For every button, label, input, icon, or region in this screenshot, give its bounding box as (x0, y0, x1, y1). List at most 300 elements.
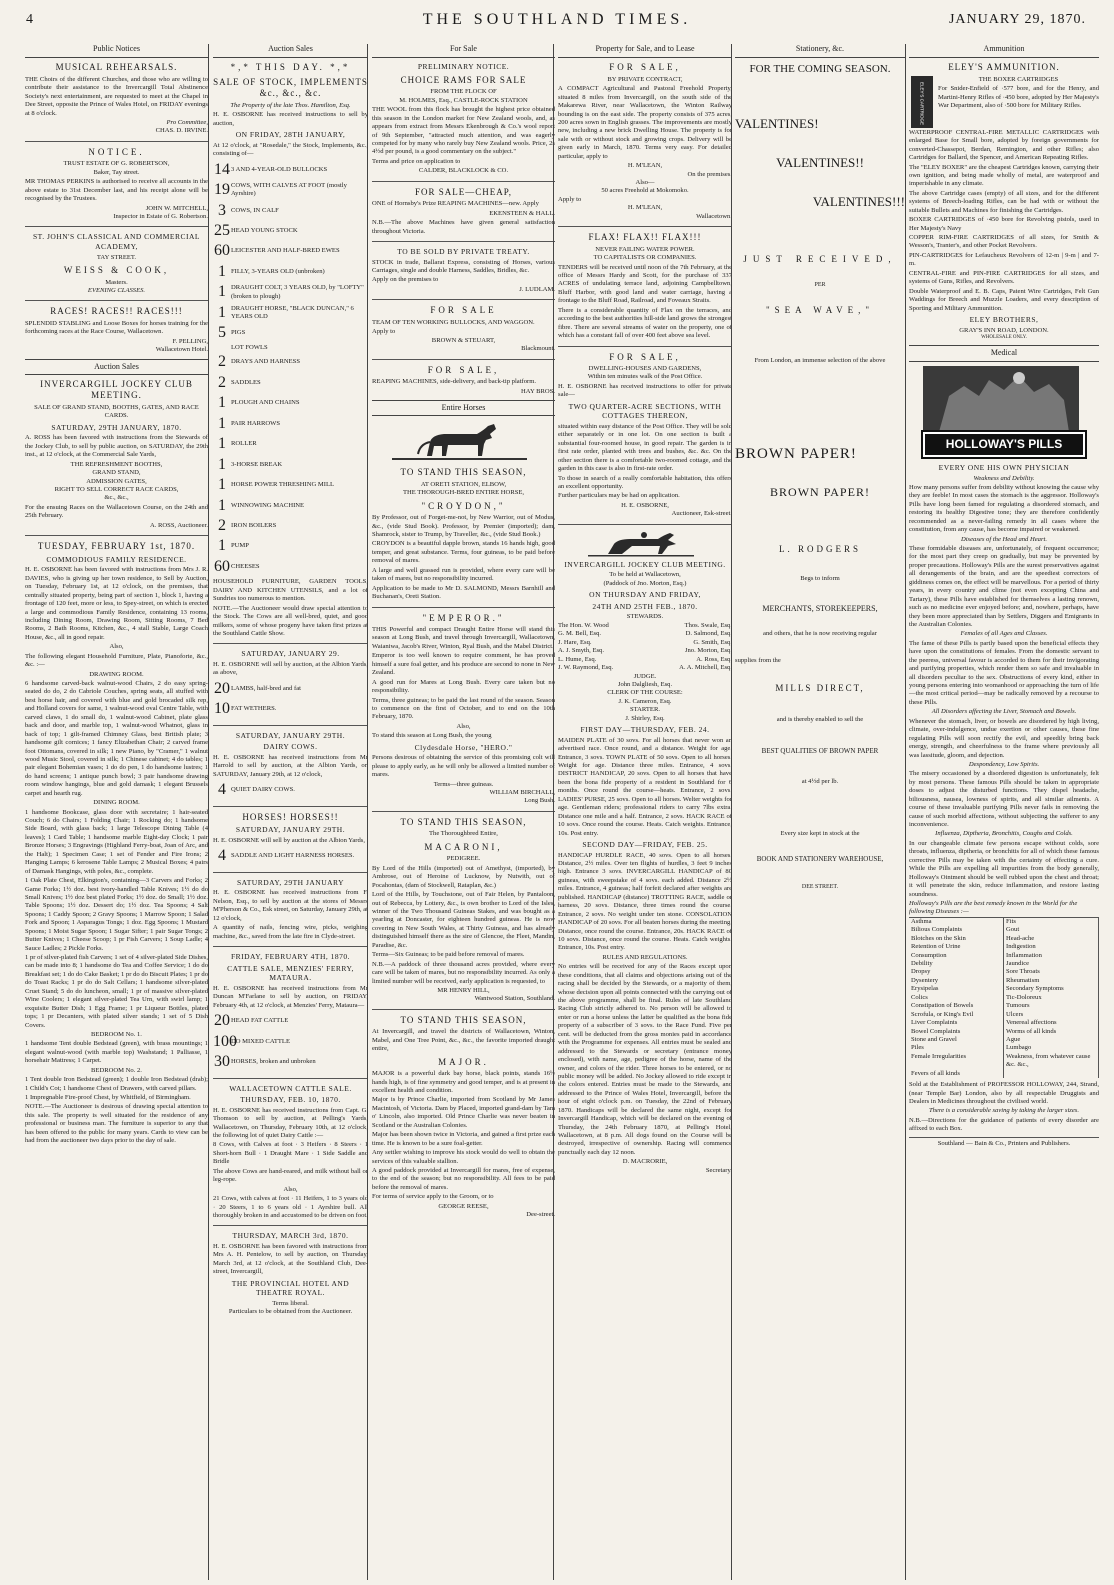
ad-subheading: DINING ROOM. (93, 799, 140, 807)
holloways-pills-logo: HOLLOWAY'S PILLS (923, 432, 1085, 457)
ad-subtitle: THE THOROUGH-BRED ENTIRE HORSE, (402, 489, 525, 497)
ad-body: N.B.—A paddock of three thousand acres provided, where every care will be taken of mares, but no responsibility incurred. As only a limited number will be received, early application is requested, to (372, 960, 555, 985)
table-cell: Ague (1004, 1036, 1099, 1044)
ad-subheading: Holloway's Pills are the best remedy known in the World for the following Diseases :— (909, 899, 1078, 916)
table-cell: Tumours (1004, 1002, 1099, 1010)
lot-quantity: 1 (218, 303, 226, 321)
table-cell: Scrofula, or King's Evil (909, 1011, 1004, 1019)
race-day-heading: SECOND DAY—FRIDAY, FEB. 25. (582, 839, 708, 849)
table-cell: Piles (909, 1044, 1004, 1052)
ad-title: *,* THIS DAY. *,* (230, 62, 351, 73)
lot-description: DO MIXED CATTLE (231, 1037, 290, 1045)
ad-body: 1 handsome Bookcase, glass door with secretaire; 1 hair-seated Couch; 6 do Chairs; 1 Folding Chair; 1 Rocking do; 1 handsome Side Board, with glass back; 1 large Telescope Dining Table (4 leaves); 1 Card Table; 1 handsome marble Eight-day Clock; 1 pair Bronze Horses; 3 Engravings (Highland Ferry-boat, Joan of Arc, and the Halt); 1 Specimen Case; 1 set of Fender and Fire Irons; 2 Hanging Lamps; 6 kerosene Table Lamps; 2 Musical Boxes; 4 pairs of Damask Hangings, with poles, &c., complete. (25, 808, 208, 875)
ad-date: SATURDAY, JANUARY 29. (241, 649, 340, 659)
ad-subheading: BEDROOM No. 2. (91, 1066, 142, 1074)
ad-title: FLAX! FLAX!! FLAX!!! (588, 232, 702, 243)
table-cell: Constipation of Bowels (909, 1002, 1004, 1010)
lot-item (213, 414, 368, 434)
ad-body: Persons desirous of obtaining the service of this promising colt will please to apply early, as he will only be allowed a limited number of mares. (372, 754, 555, 779)
divider (25, 226, 208, 227)
divider (372, 359, 555, 360)
divider (213, 643, 368, 644)
ad-signature: H. E. OSBORNE, (621, 501, 669, 509)
ad-body: H. E. OSBORNE has received instructions to sell by auction, (213, 111, 368, 127)
ad-line: MILLS DIRECT, (775, 682, 865, 693)
stewards-list (558, 622, 732, 673)
ad-line: Apply to (558, 195, 582, 203)
ad-signature: Long Bush. (524, 797, 555, 805)
ad-title: CATTLE SALE, MENZIES' FERRY, MATAURA. (227, 963, 354, 983)
ad-line: BOOK AND STATIONERY WAREHOUSE, (756, 854, 884, 863)
table-cell: Sore Throats (1004, 968, 1099, 976)
ad-signature: D. MACRORIE, (622, 1158, 668, 1166)
ad-title: TO STAND THIS SEASON, (400, 1014, 527, 1025)
ad-signature: J. LUDLAM. (519, 285, 555, 293)
lot-item (213, 160, 368, 180)
table-cell: Secondary Symptoms (1004, 985, 1099, 993)
lot-description: SADDLES (231, 378, 261, 386)
table-cell: Inflammation (1004, 952, 1099, 960)
ad-subheading: Despondency, Low Spirits. (968, 760, 1040, 768)
ad-body: 1 pr of silver-plated fish Carvers; 1 set of 4 silver-plated Side Dishes, can be made into 8; 1 handsome do Tea and Coffee Service; 1 do do Breakfast set; 1 do do Cake Basket; 1 pr do do Biscuit Plates; 1 pr do do Toast Racks; 1 pr do do Salt Cellars; 1 handsome silver-plated Cruet Stand; 5 do do luncheon, small; 1 pr of massive silver-plated Wine Coolers; 1 elegant silver-plated Tea Urn, with swirl lamp; 1 exquisite Butter Dish; 1 Egg Frame; 1 pr Liqueur Bottles, plated tops; 1 pr Decanters, with plated silver stands; 1 set of 5 Dish Covers. (25, 954, 208, 1029)
ad-title: TO STAND THIS SEASON, (400, 467, 527, 478)
lot-list (213, 846, 368, 866)
printers-line: Southland — Bain & Co., Printers and Publishers. (909, 1137, 1099, 1148)
list-item: Jno. Morton, Esq. (684, 647, 732, 655)
ad-signature: F. PELLING, (172, 337, 208, 345)
section-heading: Auction Sales (25, 359, 208, 375)
ad-body: At 12 o'clock, at "Rosedale," the Stock, Implements, &c., consisting of— (213, 141, 368, 158)
ad-body: 8 Cows, with Calves at foot · 3 Heifers · 8 Steers · 1 Short-horn Bull · 1 Draught Mare · 1 Side Saddle and Bridle (213, 1141, 368, 1166)
ad-line: From London, an immense selection of the above (754, 356, 886, 364)
ad-body: Terms and price on application to (372, 157, 461, 165)
list-row (558, 647, 732, 655)
horse-ground (392, 458, 527, 460)
ad-line: GRAND STAND, (92, 469, 141, 477)
list-item: D. Salmond, Esq. (685, 630, 732, 638)
ad-signature: JOHN W. MITCHELL, (145, 204, 208, 212)
ad-body: THE WOOL from this flock has brought the highest price obtained this season in the London market for New Zealand wools, and, as appears from extract from Messrs Ekenbrough & Co.'s wool report of 9th September, "attracted much attention, and was eagerly competed for by many who rarely buy New Zealand wools. Price, 2s 4½d per pound, is a good commentary on the subject." (372, 106, 555, 156)
race-horse-engraving (558, 530, 724, 558)
ad-subtitle: FROM THE FLOCK OF (430, 88, 497, 96)
ad-body: By Professor, out of Forget-me-not, by New Warrior, out of Modus, &c., (vide Stud Book). Professor, by Premier (imported); dam, Shamrock, sister to Trump, by Traveller, &c., (vide Stud Book.) (372, 514, 555, 538)
ad-title: WALLACETOWN CATTLE SALE. (229, 1083, 352, 1093)
page-number: 4 (26, 12, 33, 27)
ad-subheading: DRAWING ROOM. (89, 670, 144, 678)
ad-body: MAJOR is a powerful dark bay horse, black points, stands 16½ hands high, is of fine symmetry and good temper, and is at present in excellent health and condition. (372, 1070, 555, 1095)
table-cell: Indigestion (1004, 943, 1099, 951)
ad-body: A large and well grassed run is provided, where every care will be taken of mares, but no responsibility incurred. (372, 566, 555, 583)
divider (372, 811, 555, 812)
lot-quantity: 19 (214, 181, 230, 199)
ad-subtitle: EVENING CLASSES. (87, 286, 146, 294)
table-cell: Erysipelas (909, 985, 1004, 993)
lot-item (213, 1052, 368, 1072)
lot-description: LEICESTER AND HALF-BRED EWES (231, 247, 340, 255)
lot-item (213, 496, 368, 516)
ad-body: THIS Powerful and compact Draught Entire Horse will stand this season at Long Bush, and travel through Invercargill, Wallacetown, Waianiwa, Jacob's River, Winton, Ryal Bush, and the Mabel District. (372, 626, 555, 650)
lot-item (213, 262, 368, 282)
ad-line: There is a considerable saving by taking the larger sizes. (928, 1107, 1080, 1115)
lot-description: PUMP (231, 542, 249, 550)
list-item: J. W. Raymond, Esq. (558, 664, 614, 672)
table-cell: Worms of all kinds (1004, 1028, 1099, 1036)
section-heading: Medical (909, 345, 1099, 361)
ad-signature: EKENSTEEN & HALL. (489, 209, 555, 217)
ad-line: J. Shirley, Esq. (625, 714, 665, 722)
ad-body: 1 Oak Plate Chest, Elkington's, containing—3 Carvers and Forks; 2 Game Forks; 1½ doz. best ivory-handled Table Knives; 1½ do do Small Knives; 1½ doz best plated Forks; 1½ doz. do Small; 1½ doz. Table Spoons; 1½ doz. Dessert do; 1½ doz. Tea Spoons; 4 Salt Spoons; 1 Caddy Spoon; 2 Gravy Spoons; 1 Marrow Spoon; 1 Salad Fork and Spoon; 1 Asparagus Tongs; 1 doz. Egg Spoons; 1 Mustard Spoons; 1 Moist Sugar Spoon; 1 Sugar Sifter; 1 pair Sugar Tongs; 2 Butter Knives; 1 Cheese Scoop; 1 pr Fish Carvers; 1 Soup Ladle; 4 Sauce Ladles; 2 Pickle Forks. (25, 877, 208, 952)
newspaper-title: THE SOUTHLAND TIMES. (422, 11, 692, 28)
ad-signature: H. M'LEAN, (627, 162, 663, 170)
ad-body: At Invercargill, and travel the districts of Wallacetown, Winton, Mabel, and One Tree Point, &c., &c., the favorite imported draught entire, (372, 1028, 555, 1053)
lot-description: 3-HORSE BREAK (231, 460, 283, 468)
lot-item (213, 180, 368, 200)
cartridge-label: ELEY'S CARTRIDGE (919, 81, 925, 125)
divider (213, 872, 368, 873)
ad-body: For the ensuing Races on the Wallacetown Course, on the 24th and 25th February. (25, 503, 208, 520)
table-cell: Bowel Complaints (909, 1028, 1004, 1036)
valentines-1: VALENTINES! (735, 116, 819, 132)
ad-subheading: Weakness and Debility. (973, 474, 1035, 482)
list-item: G. Smith, Esq. (693, 638, 732, 646)
ad-signature: HAY BROS. (521, 387, 555, 395)
ad-body: H. E. OSBORNE has been favored with instructions from Mrs J. R. DAVIES, who is giving up her town residence, to Sell by Auction, on Tuesday, February 1st, at 12 o'clock, on the premises, that centrally situated property, being part of section 1, block 1, having a frontage of 120 feet, more or less, to Spey-street, on which is erected a large and commodious Family Residence, containing 13 rooms, including Dining Room, Drawing Room, Sitting Rooms, 7 Bed Rooms, 2 Bath Rooms, Kitchen, &c., 4 stall Stable, Large Coach House, &c., all in good repair. (25, 566, 208, 641)
ad-body: The above Cartridge cases (empty) of all sizes, and for the different systems of Breech-loading Rifles, can be had with or without the suitable Bullets and Machines for finishing the Cartridges. (909, 189, 1099, 214)
column-auction-sales (208, 44, 372, 1580)
ad-body: A quantity of nails, fencing wire, picks, weighing machine, &c., saved from the late fire in Clyde-street. (213, 924, 368, 940)
table-cell: Ulcers (1004, 1011, 1099, 1019)
lot-description: DRAUGHT COLT, 3 YEARS OLD, by "LOFTY" (broken to plough) (231, 284, 364, 300)
ad-date: THURSDAY, FEB. 10, 1870. (240, 1095, 341, 1105)
ad-subheading: STARTER. (629, 706, 661, 714)
lot-item (213, 344, 368, 352)
ad-title: MUSICAL REHEARSALS. (55, 62, 178, 73)
table-cell: Blotches on the Skin (909, 935, 1004, 943)
ad-body: CENTRAL-FIRE and PIN-FIRE CARTRIDGES for all sizes, and systems of Guns, Rifles, and Revolvers. (909, 269, 1099, 286)
ad-body: Lord of the Hills, by Touchstone, out of Fair Helen, by Pantaloon, out of Rebecca, by Lottery, &c., is own brother to Lord of the Isles, winner of the Two Thousand Guineas Stakes, and was bought as a yearling at Doncaster, for eighteen hundred guineas. He is now covering in New South Wales, at Thirty Guineas, and has already distinguished himself there as the sire of Glencoe, the Fleet, Mandin, Paradise, &c. (372, 891, 555, 949)
diseases-table (909, 917, 1099, 1078)
lot-description: HORSES, broken and unbroken (231, 1058, 316, 1066)
divider (558, 226, 732, 227)
lot-item (213, 679, 368, 699)
horse-silhouette (427, 424, 496, 456)
ad-date: TUESDAY, FEBRUARY 1st, 1870. (37, 541, 196, 552)
ad-body: COPPER RIM-FIRE CARTRIDGES of all sizes, for Smith & Wesson's, Tranter's, and other Pocket Revolvers. (909, 234, 1099, 250)
lot-item (213, 1011, 368, 1031)
horse-name: "EMPEROR." (422, 612, 505, 623)
ad-line: DEE STREET. (801, 883, 839, 890)
lot-quantity: 1 (218, 455, 226, 473)
table-cell: Liver Complaints (909, 1019, 1004, 1027)
list-row (558, 656, 732, 664)
lot-quantity: 1 (218, 283, 226, 301)
list-row (558, 630, 732, 638)
ad-subheading: PEDIGREE. (446, 855, 481, 863)
lot-quantity: 20 (214, 1012, 230, 1030)
lot-quantity: 2 (218, 516, 226, 534)
ad-title: SALE OF STOCK, IMPLEMENTS &c., &c., &c. (213, 76, 368, 99)
lot-description: HEAD FAT CATTLE (231, 1017, 289, 1025)
ad-line: Every size kept in stock at the (780, 830, 860, 838)
lot-description: PLOUGH AND CHAINS (231, 399, 300, 407)
divider (213, 725, 368, 726)
ad-signature: BROWN & STEUART, (431, 336, 496, 344)
ad-signature: Wallacetown Hotel. (155, 346, 208, 354)
ad-line: John Dalgliesh, Esq. (617, 680, 673, 688)
table-cell: Weakness, from whatever cause &c. &c., (1004, 1053, 1099, 1070)
ad-title: FOR THE COMING SEASON. (749, 63, 891, 76)
lot-quantity: 1 (218, 496, 226, 514)
masthead (0, 0, 1114, 40)
ad-body: HOUSEHOLD FURNITURE, GARDEN TOOLS, DAIRY AND KITCHEN UTENSILS, and a lot of Sundries too numerous to mention. (213, 578, 368, 603)
ad-body: Major has been shown twice in Victoria, and gained a first prize each time. He is known to be a sure foal-getter. (372, 1131, 555, 1147)
ad-body: ONE of Hornsby's Prize REAPING MACHINES—new. Apply (372, 200, 539, 208)
ad-body: TENDERS will be received until noon of the 7th February, at the office of Messrs Hardy and Scott, for the purchase of 337 ACRES of undulating terrace land, adjoining Campbelltown, Bluff Harbor, with good land and water carriage, having a frontage to the Bluff Road, Railroad, and Foveaux Straits. (558, 263, 732, 305)
divider (372, 299, 555, 300)
lot-item (213, 475, 368, 495)
lot-list (213, 1011, 368, 1072)
ad-body: H. E. OSBORNE has received instructions from Mr Harrold to sell by auction, at the Albion Yards, on SATURDAY, January 29th, at 12 o'clock, (213, 754, 368, 778)
ad-subtitle: The Thoroughbred Entire, (429, 830, 498, 838)
table-cell: Stone and Gravel (909, 1036, 1004, 1044)
ad-body: By Lord of the Hills (imported) out of Amethyst, (imported), by Ambrose, out of Heroine of Lucknow, by Nutwith, out of Pocahontas, (dam of Stockwell, Rataplan, &c.) (372, 864, 555, 889)
lot-description: DRAYS AND HARNESS (231, 358, 301, 366)
ad-signature: GRAY'S INN ROAD, LONDON. (959, 326, 1049, 334)
lot-description: 3 AND 4-YEAR-OLD BULLOCKS (231, 165, 328, 173)
ad-body: H. E. OSBORNE has received instructions from F. Nelson, Esq., to sell by auction at the stores of Messrs M'Pherson & Co., Esk street, on Saturday, January 29th, at 12 o'clock, (213, 889, 368, 922)
ad-body: H. E. OSBORNE has received instructions to offer for private sale— (558, 382, 732, 399)
ad-body: TEAM OF TEN WORKING BULLOCKS, AND WAGGON. (372, 318, 535, 326)
holloway-engraving (909, 366, 1093, 432)
lot-quantity: 30 (214, 1053, 230, 1071)
lot-description: LAMBS, half-bred and fat (231, 684, 301, 692)
cartridge-illustration (909, 76, 935, 128)
ad-body: To stand this season at Long Bush, the young (372, 732, 492, 740)
lot-item (213, 780, 368, 800)
lot-item (213, 699, 368, 719)
merchant-name: L. RODGERS (778, 543, 861, 554)
table-cell: Colics (909, 994, 1004, 1002)
ad-body: Emperor is too well known to require comment, he has proved himself a sure foal getter, and his produce are second to none in New Zealand. (372, 652, 555, 677)
valentines-3: VALENTINES!!! (812, 193, 905, 209)
lot-description: DRAUGHT HORSE, "BLACK DUNCAN," 6 YEARS OLD (231, 304, 354, 321)
ad-title: FOR SALE, (609, 351, 681, 362)
lot-quantity: 4 (218, 781, 226, 799)
ad-body: Major is by Prince Charlie, imported from Scotland by Mr James Macintosh, of Victoria. Dam by Placed, imported grand-dam by Tam o' Lincoln, also imported. Old Prince Charlie was never beaten in Scotland or the Australian Colonies. (372, 1096, 555, 1129)
list-item: L. Hume, Esq. (558, 655, 597, 663)
ad-body: Any settler wishing to improve his stock would do well to obtain the services of this valuable stallion. (372, 1149, 555, 1165)
lot-item (213, 221, 368, 241)
list-item: A. A. Mitchell, Esq. (679, 664, 732, 672)
ad-title: TWO QUARTER-ACRE SECTIONS, WITH COTTAGES THEREON, (568, 401, 722, 421)
ad-signature: CHAS. D. IRVINE. (155, 127, 208, 135)
ad-body: The above Cows are hand-reared, and milk without ball or leg-rope. (213, 1167, 368, 1184)
ad-body: 21 Cows, with calves at foot · 11 Heifers, 1 to 3 years old · 20 Steers, 1 to 6 years old · 1 Ayrshire bull. All thoroughly broken in and accustomed to be driven on foot. (213, 1195, 368, 1219)
ad-signature: H. M'LEAN, (627, 204, 663, 212)
ad-title: INVERCARGILL JOCKEY CLUB MEETING. (40, 378, 193, 401)
ad-signature: WHOLESALE ONLY. (981, 334, 1027, 340)
lot-quantity: 1 (218, 435, 226, 453)
horse-name: MACARONI, (424, 841, 503, 852)
ad-body: 1 Impregnable Fire-proof Chest, by Whitfield, of Birmingham. (25, 1094, 191, 1102)
ad-body: 1 Tent double Iron Bedstead (green); 1 double Iron Bedstead (drab); 1 Child's Cot; 1 handsome Chest of Drawers, with carved pillars. (25, 1076, 208, 1092)
divider (372, 1009, 555, 1010)
ad-title: FOR SALE (430, 305, 497, 316)
ad-subheading: Females of all Ages and Classes. (960, 630, 1048, 638)
lot-quantity: 5 (218, 324, 226, 342)
ad-body: N.B.—Directions for the guidance of patients of every disorder are affixed to each Box. (909, 1116, 1099, 1133)
ad-title: COMMODIOUS FAMILY RESIDENCE. (46, 554, 187, 564)
ad-subtitle: Masters. (105, 278, 128, 286)
just-received: JUST RECEIVED, (743, 254, 897, 265)
table-cell: Tic-Doloreux (1004, 994, 1099, 1002)
ad-title: THE PROVINCIAL HOTEL AND THEATRE ROYAL. (231, 1278, 350, 1298)
ad-date: FRIDAY, FEBRUARY 4TH, 1870. (230, 952, 351, 962)
list-item: A. J. Smyth, Esq. (558, 647, 604, 655)
lot-item (213, 393, 368, 413)
ad-body: situated within easy distance of the Post Office. They will be sold either separately or in one lot. On one section is built a substantial four-roomed house, in good repair. The garden is in first rate order, planted with trees and bushes, &c. &c. On the other section there is a comfortable two-roomed cottage, and the garden in this case is also in first-rate order. (558, 422, 732, 473)
ad-title: FOR SALE—CHEAP, (414, 186, 512, 197)
lot-item (213, 373, 368, 393)
ad-date: THURSDAY, MARCH 3rd, 1870. (232, 1231, 349, 1241)
column-heading: Auction Sales (213, 44, 368, 58)
ad-body: The following elegant Household Furniture, Plate, Pianoforte, &c., &c. :— (25, 652, 208, 669)
ad-title: CHOICE RAMS FOR SALE (400, 74, 527, 85)
ad-signature: Wallacetown. (696, 212, 732, 220)
lot-item (213, 536, 368, 556)
ad-subtitle: DWELLING-HOUSES AND GARDENS, (588, 365, 702, 373)
ad-subtitle: AT ORETI STATION, ELBOW, (420, 480, 507, 488)
ad-title: INVERCARGILL JOCKEY CLUB MEETING. (564, 559, 726, 569)
divider (558, 346, 732, 347)
table-cell: Rheumatism (1004, 977, 1099, 985)
ad-body: The "ELEY BOXER" are the cheapest Cartridges known, carrying their own ignition, and being made wholly of metal, are waterproof and imperishable in any climate. (909, 163, 1099, 188)
ad-signature: CALDER, BLACKLOCK & CO. (418, 167, 509, 175)
ad-title: PRELIMINARY NOTICE. (417, 62, 510, 72)
ad-subtitle: THE BOXER CARTRIDGES (978, 75, 1059, 83)
list-item: J. Hare, Esq. (558, 638, 592, 646)
ad-body: NOTE.—The Auctioneer is desirous of drawing special attention to this sale. The property is well situated for the residence of any professional or business man. The furniture is superior to any that has been offered to the public for many years. Cards to view can be had from the auctioneer two days prior to the day of sale. (25, 1103, 208, 1145)
valentines-2: VALENTINES!! (776, 154, 864, 170)
ad-body: There is a considerable quantity of Flax on the terraces, and according to the best authorities hill-side land grows the strongest fibre. There are several streams of water on the property, one of which has a constant fall of over 400 feet above sea level. (558, 306, 732, 340)
ad-date: ON THURSDAY AND FRIDAY, (589, 590, 701, 600)
column-heading: Public Notices (25, 44, 208, 58)
ad-subtitle: SALE OF GRAND STAND, BOOTHS, GATES, AND RACE CARDS. (34, 403, 199, 420)
divider (372, 241, 555, 242)
ad-title: HORSES! HORSES!! (242, 811, 339, 822)
divider (213, 946, 368, 947)
lot-description: COWS, IN CALF (231, 206, 279, 214)
divider (213, 1078, 368, 1079)
ad-body: For Snider-Enfield of ·577 bore, and for the Henry, and Martini-Henry Rifles of ·450 bore, adopted by Her Majesty's War Department, also of ·500 bore for Military Rifles. (938, 85, 1099, 110)
lot-description: ROLLER (231, 440, 257, 448)
engraving-sun (1013, 372, 1025, 384)
table-cell: Fits (1004, 918, 1099, 926)
lot-item (213, 282, 368, 302)
list-row (558, 622, 732, 630)
ad-signature: Blackmount. (521, 345, 555, 353)
ad-line: BEST QUALITIES OF BROWN PAPER (761, 746, 879, 755)
ad-subtitle: To be held at Wallacetown, (609, 571, 681, 579)
ad-body: CROYDON is a beautiful dapple brown, stands 16 hands high, good temper, and great substance. Terms, four guineas, to be paid before removal of mares. (372, 540, 555, 565)
ad-subtitle: The Property of the late Thos. Hamilton, Esq. (230, 101, 351, 109)
ad-body: Double Waterproof and E. B. Caps, Patent Wire Cartridges, Felt Gun Waddings for Breech and Muzzle Loaders, and every description of Sporting and Military Ammunition. (909, 287, 1099, 312)
ad-signature: Dee-street. (526, 1211, 555, 1219)
lot-quantity: 20 (214, 679, 230, 697)
ad-line: and is thereby enabled to sell the (776, 716, 864, 724)
ad-body: For terms of service apply to the Groom, or to (372, 1193, 494, 1201)
lot-description: CHEESES (231, 562, 260, 570)
lot-quantity: 1 (218, 394, 226, 412)
ad-line: Also, (456, 722, 471, 730)
ad-title: ST. JOHN'S CLASSICAL AND COMMERCIAL ACADEMY, (33, 232, 200, 251)
lot-item (213, 557, 368, 577)
ad-signature: Secretary. (705, 1166, 732, 1174)
divider (25, 535, 208, 536)
lot-description: QUIET DAIRY COWS. (231, 786, 295, 794)
ad-body: N.B.—The above Machines have given general satisfaction throughout Victoria. (372, 219, 555, 235)
column-stationery (731, 44, 908, 1580)
lot-description: PAIR HARROWS (231, 419, 281, 427)
ad-line: Also, (109, 643, 124, 651)
lot-quantity: 10 (214, 700, 230, 718)
ad-body: BOXER CARTRIDGES of ·450 bore for Revolving pistols, used in Her Majesty's Navy (909, 216, 1099, 232)
column-ammunition-medical (905, 44, 1102, 1580)
ad-subtitle: Baker, Tay street. (93, 168, 140, 176)
column-heading: Stationery, &c. (735, 44, 905, 58)
ad-body: H. E. OSBORNE has received instructions from Capt. G. Thomson to sell by auction, at Pelling's Yards, Wallacetown, on Thursday, February 10th, at 12 o'clock, the following lot of quiet Dairy Cattle :— (213, 1106, 368, 1140)
table-cell: Asthma (909, 918, 1004, 926)
ad-body: A good run for Mares at Long Bush. Every care taken but no responsibility. (372, 678, 555, 695)
ad-line: &c., &c., (104, 494, 129, 502)
ad-subheading: JUDGE. (633, 672, 657, 680)
brown-paper-1: BROWN PAPER! (735, 446, 857, 463)
lot-description: HORSE POWER THRESHING MILL (231, 481, 334, 489)
ad-line: Terms—three guineas. (433, 780, 494, 788)
ad-body: SPLENDID STABLING and Loose Boxes for horses training for the forthcoming races at the Race Course, Wallacetown. (25, 319, 208, 336)
ad-line: supplies from the (735, 656, 781, 664)
ad-body: 6 handsome carved-back walnut-wood Chairs, 2 do easy spring-seated do do, 2 do Cabriole Couches, spring seats, all stuffed with best horse hair, and covered with blue and gold brocaded silk rep, and Holland covers for same, 1 walnut-wood oval Centre Table, with carved claws, 1 do small do, 1 walnut-wood Cabinet, plate glass back and door, and marble top, 1 walnut-wood Whatnot, glass in back of top; 1 gilt-framed Chimney Glass, best British plate; 3 handsome gilt cornices; 1 fancy Elizabethan Chair; 2 carved frame foot Ottomans, covered in silk; 1 new Piano, by "Cramer," 1 walnut wood Music Stool, covered in silk; 1 Chinese cabinet; 4 do tables; 1 pair elegant Bohemian vases; 1 do do pen, 1 do handsome lustres; 1 do hand screens; 1 antique punch bowl; 3 pair handsome drawing room window hangings, blue and gold damask; 1 elegant Brussels carpet and hearth rug. (25, 680, 208, 797)
ad-date: ON FRIDAY, 28TH JANUARY, (235, 130, 346, 140)
lot-description: FAT WETHERS. (231, 705, 277, 713)
column-public-notices (22, 44, 211, 1580)
track-line (588, 555, 694, 557)
lot-description: SADDLE AND LIGHT HARNESS HORSES. (231, 852, 355, 860)
ad-body: A. ROSS has been favored with instructions from the Stewards of the Jockey Club, to sell by public auction, on SATURDAY, the 29th inst., at 12 o'clock, at the Commercial Sale Yards, (25, 434, 208, 459)
divider (213, 1225, 368, 1226)
lot-description: HEAD YOUNG STOCK (231, 226, 298, 234)
column-for-sale (367, 44, 559, 1580)
ad-line: 50 acres Freehold at Mokomoko. (601, 187, 689, 195)
divider (558, 524, 732, 525)
lot-quantity: 60 (214, 242, 230, 260)
ad-subheading: Diseases of the Head and Heart. (960, 535, 1048, 543)
lot-quantity: 1 (218, 414, 226, 432)
ad-body: Whenever the stomach, liver, or bowels are disordered by high living, climate, over-indulgence, undue exertion or other causes, these fine regulating Pills will soon rectify the evil, and speedily bring back energy, strength, and cheerfulness to the frame where previously all was lassitude, gloom, and dejection. (909, 717, 1099, 759)
lot-description: FILLY, 3-YEARS OLD (unbroken) (231, 267, 325, 275)
ad-subheading: All Disorders affecting the Liver, Stomach and Bowels. (931, 708, 1077, 716)
list-item: G. M. Bell, Esq. (558, 630, 602, 638)
ad-signature: Auctioneer, Esk-street. (671, 510, 732, 518)
lot-list (213, 780, 368, 800)
ad-line: Apply to (372, 328, 396, 336)
ad-subtitle: TO CAPITALISTS OR COMPANIES. (593, 254, 697, 262)
list-item: Thos. Swale, Esq. (684, 621, 732, 629)
ad-body: MAIDEN PLATE of 30 sovs. For all horses that never won an advertised race. Once round, and a distance. Weight for age. Entrance, 3 sovs. TOWN PLATE of 50 sovs. Open to all horses. Weight for age. Distance three miles. Entrance, 4 sovs. DISTRICT HANDICAP, 20 sovs. Open to all horses that have been the bona fide property of a resident in Southland for 6 months. Once round the course—heats. Entrance, 2 sovs. LADIES' PURSE, 25 sovs. Open to all horses. Welter weights for age. Gentleman riders; professional riders to carry 7lbs extra. Distance one mile and a half. Entrance, 2 sovs. HACK RACE of 10 sovs. Once round the course. Heats. Catch weights. Entrance, 10s. Post entry. (558, 736, 732, 837)
ad-body: Sold at the Establishment of PROFESSOR HOLLOWAY, 244, Strand, (near Temple Bar) London, also by all respectable Druggists and Dealers in Medicines throughout the civilised world. (909, 1081, 1099, 1106)
price-line: at 4½d per lb. (801, 777, 839, 785)
ad-date: SATURDAY, JANUARY 29TH. (235, 730, 346, 740)
